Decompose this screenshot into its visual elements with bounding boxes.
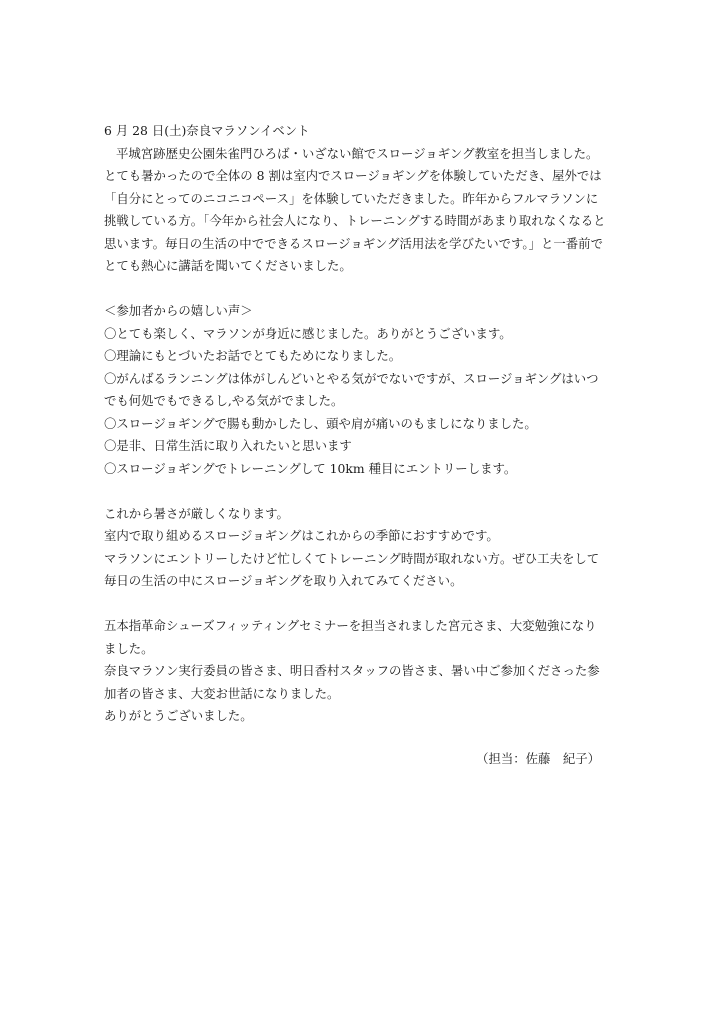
spacer [104, 278, 620, 301]
voice-line: 〇スロージョギングで腸も動かしたし、頭や肩が痛いのもましになりました。 [104, 415, 537, 431]
voice-line: 〇是非、日常生活に取り入れたいと思います [104, 438, 352, 453]
voice-line: 〇理論にもとづいたお話でとてもためになりました。 [104, 348, 402, 363]
report-line: 思います。毎日の生活の中でできるスロージョギング活用法を学びたいです。」と一番前で [104, 235, 603, 251]
signature: （担当：佐藤 紀子） [476, 750, 600, 766]
voice-line: 〇スロージョギングでトレーニングして 10km 種目にエントリーします。 [104, 460, 517, 476]
voice-line: でも何処でもできるし,やる気がでました。 [104, 393, 344, 408]
report-paragraph [104, 143, 620, 278]
report-document [104, 120, 620, 770]
thanks-line: 奈良マラソン実行委員の皆さま、明日香村スタッフの皆さま、暑い中ご参加くださった参 [104, 663, 600, 678]
report-line: とても熱心に講話を聞いてくださいました。 [104, 258, 352, 273]
thanks-paragraph [104, 615, 620, 728]
advice-paragraph [104, 503, 620, 593]
thanks-line: ました。 [104, 640, 154, 656]
advice-line: 室内で取り組めるスロージョギングはこれからの季節におすすめです。 [104, 528, 499, 543]
spacer [104, 480, 620, 503]
event-title: 6 月 28 日(土)奈良マラソンイベント [104, 123, 310, 138]
thanks-line: 五本指革命シューズフィッティングセミナーを担当されました宮元さま、大変勉強になり [104, 618, 597, 633]
advice-line: 毎日の生活の中にスロージョギングを取り入れてみてください。 [104, 573, 463, 588]
report-line: 「自分にとってのニコニコペース」を体験していただきました。昨年からフルマラソンに [104, 190, 599, 206]
spacer [104, 593, 620, 616]
voice-line: 〇とても楽しく、マラソンが身近に感じました。ありがとうございます。 [104, 325, 512, 341]
advice-line: マラソンにエントリーしたけど忙しくてトレーニング時間が取れない方。ぜひ工夫をして [104, 550, 600, 566]
advice-line: これから暑さが厳しくなります。 [104, 505, 289, 521]
report-line: 挑戦している方。「今年から社会人になり、トレーニングする時間があまり取れなくなると [104, 213, 606, 228]
report-line: とても暑かったので全体の 8 割は室内でスロージョギングを体験していただき、屋外では [104, 168, 602, 183]
voices-list [104, 323, 620, 481]
thanks-line: ありがとうございました。 [104, 708, 253, 723]
report-line: 平城宮跡歴史公園朱雀門ひろば・いざない館でスロージョギング教室を担当しました。 [116, 145, 599, 161]
voice-line: 〇がんばるランニングは体がしんどいとやる気がでないですが、スロージョギングはいつ [104, 370, 599, 386]
thanks-line: 加者の皆さま、大変お世話になりました。 [104, 685, 340, 701]
voices-heading: ＜参加者からの嬉しい声＞ [104, 303, 253, 318]
